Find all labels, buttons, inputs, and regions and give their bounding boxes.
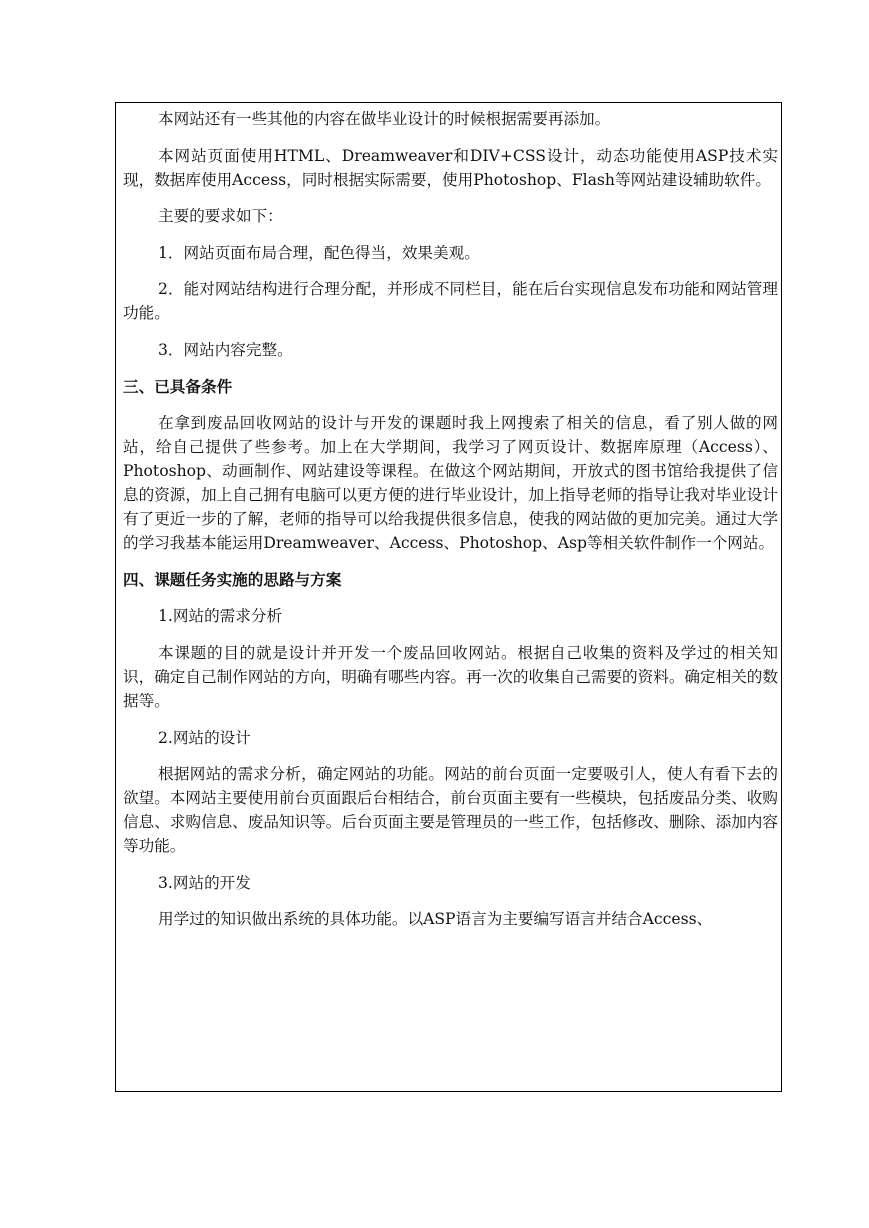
paragraph-site-development: 用学过的知识做出系统的具体功能。以ASP语言为主要编写语言并结合Access、	[158, 910, 713, 929]
section-heading-plan: 四、课题任务实施的思路与方案	[123, 569, 342, 589]
paragraph-requirements-intro: 主要的要求如下：	[158, 207, 283, 226]
paragraph-conditions: 在拿到废品回收网站的设计与开发的课题时我上网搜索了相关的信息，看了别人做的网站，给自己提供了些参考。加上在大学期间，我学习了网页设计、数据库原理（Access）、Photoshop、动画制作、网站建设等课程。在做这个网站期间，开放式的图书馆给我提供了信息的资源，加上自己拥有电脑可以更方便的进行毕业设计，加上指导老师的指导让我对毕业设计有了更近一步的了解，老师的指导可以给我提供很多信息，使我的网站做的更加完美。通过大学的学习我基本能运用Dreamweaver、Access、Photoshop、Asp等相关软件制作一个网站。	[123, 414, 778, 553]
document-body	[123, 107, 778, 931]
subheading-site-design: 2.网站的设计	[158, 728, 251, 747]
paragraph-requirements-analysis: 本课题的目的就是设计并开发一个废品回收网站。根据自己收集的资料及学过的相关知识，确定自己制作网站的方向，明确有哪些内容。再一次的收集自己需要的资料。确定相关的数据等。	[123, 643, 778, 710]
subheading-site-development: 3.网站的开发	[158, 873, 251, 892]
subheading-requirements-analysis: 1.网站的需求分析	[158, 607, 283, 626]
requirement-item-2: 2．能对网站结构进行合理分配，并形成不同栏目，能在后台实现信息发布功能和网站管理功能。	[123, 280, 778, 323]
paragraph-technologies: 本网站页面使用HTML、Dreamweaver和DIV+CSS设计，动态功能使用ASP技术实现，数据库使用Access，同时根据实际需要，使用Photoshop、Flash等网站建设辅助软件。	[123, 146, 778, 189]
section-heading-conditions: 三、已具备条件	[123, 376, 233, 396]
requirement-item-3: 3．网站内容完整。	[158, 340, 293, 359]
document-table-cell	[115, 102, 782, 1092]
paragraph-site-design: 根据网站的需求分析，确定网站的功能。网站的前台页面一定要吸引人，使人有看下去的欲望。本网站主要使用前台页面跟后台相结合，前台页面主要有一些模块，包括废品分类、收购信息、求购信息、废品知识等。后台页面主要是管理员的一些工作，包括修改、删除、添加内容等功能。	[123, 765, 778, 856]
requirement-item-1: 1．网站页面布局合理，配色得当，效果美观。	[158, 243, 480, 262]
paragraph-other-content: 本网站还有一些其他的内容在做毕业设计的时候根据需要再添加。	[158, 110, 611, 128]
